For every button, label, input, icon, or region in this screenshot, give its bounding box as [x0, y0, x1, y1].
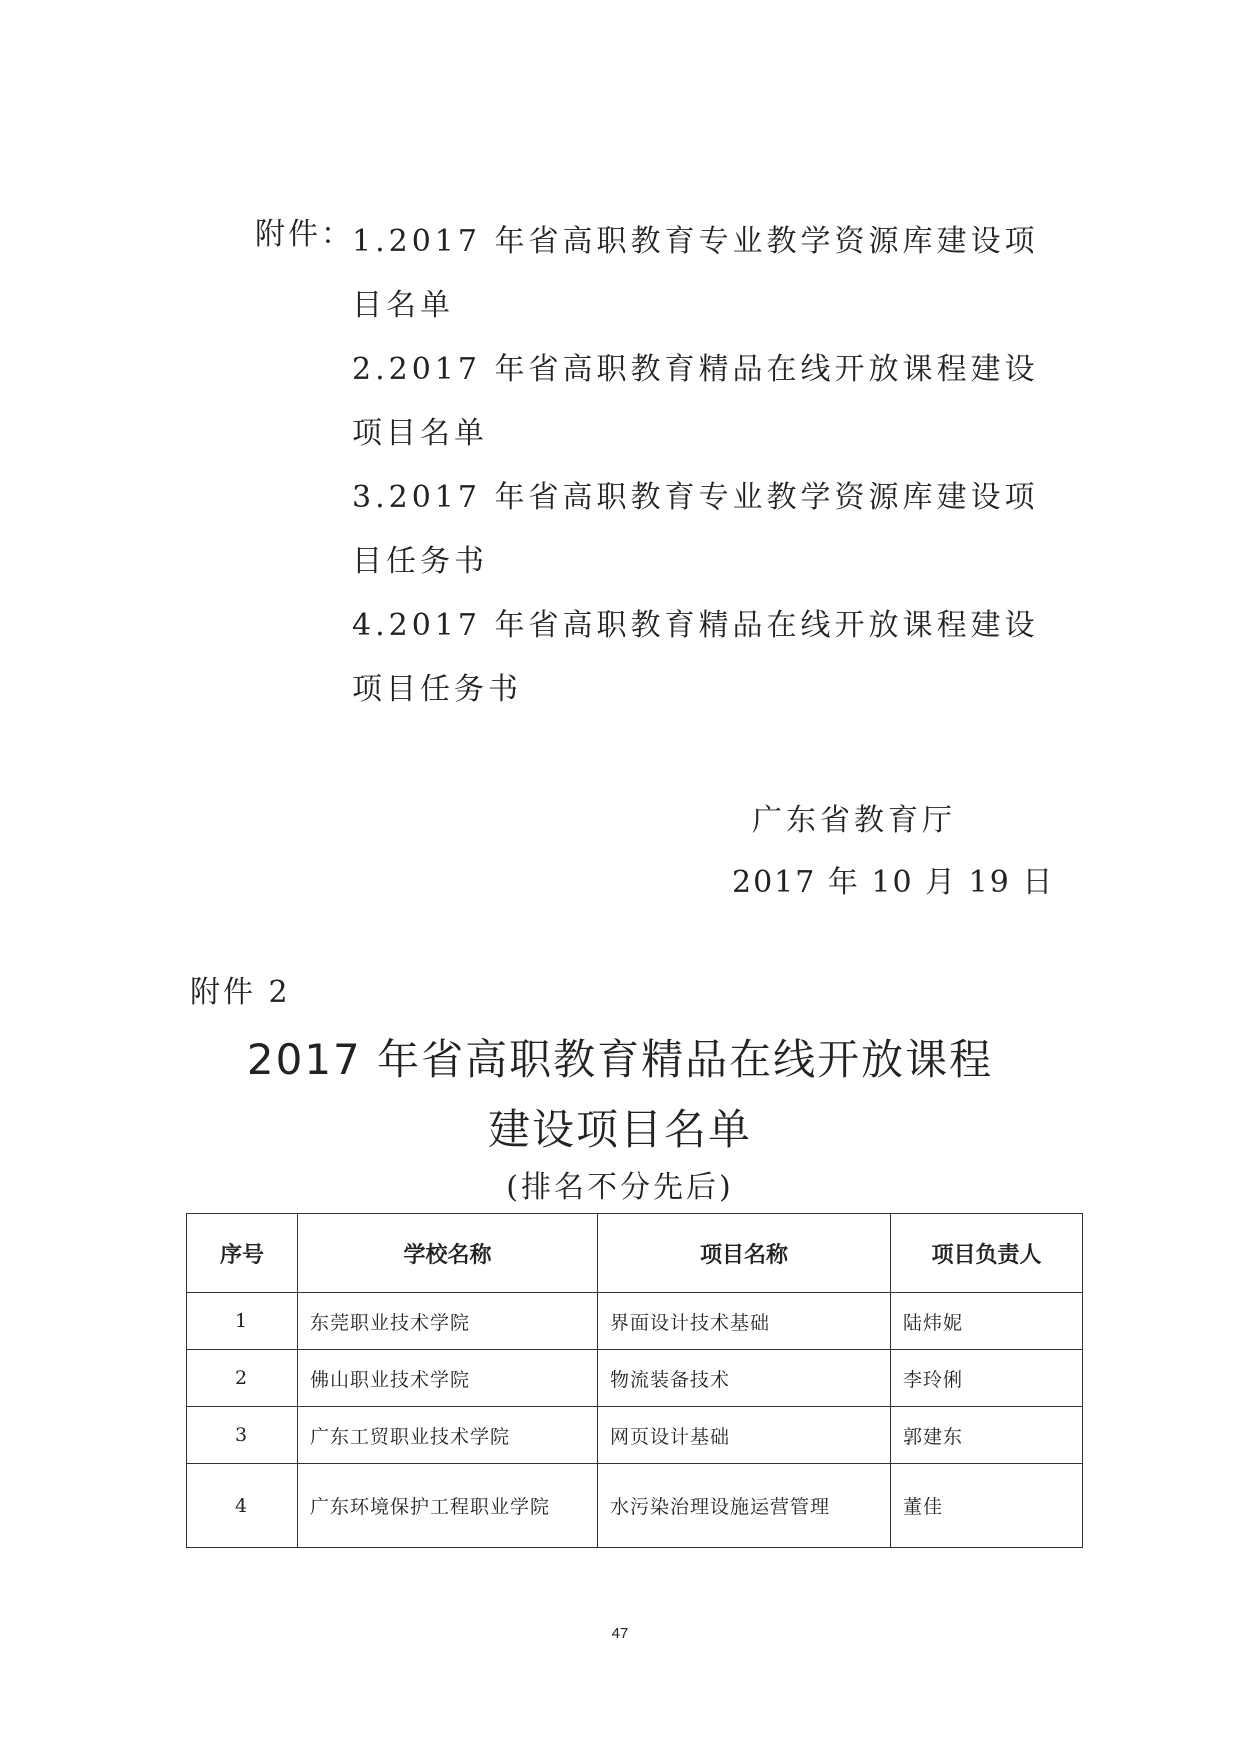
annex-title-line2: 建设项目名单 — [487, 1105, 752, 1154]
page-number: 47 — [611, 1625, 629, 1642]
header-leader: 项目负责人 — [891, 1214, 1083, 1293]
cell-index: 1 — [187, 1293, 298, 1350]
annex-label: 附件 2 — [190, 975, 291, 1010]
attachment-item: 1.2017 年省高职教育专业教学资源库建设项目名单 — [352, 224, 1039, 323]
annex-subtitle: (排名不分先后) — [506, 1170, 734, 1205]
table-row — [187, 1464, 1083, 1548]
project-table — [186, 1213, 1083, 1548]
cell-leader: 郭建东 — [891, 1407, 1083, 1464]
table-header-row — [187, 1214, 1083, 1293]
table-row — [187, 1293, 1083, 1350]
cell-school: 东莞职业技术学院 — [298, 1293, 598, 1350]
cell-project: 物流装备技术 — [598, 1350, 891, 1407]
annex-title-line1: 2017 年省高职教育精品在线开放课程 — [246, 1035, 994, 1084]
cell-project: 水污染治理设施运营管理 — [598, 1464, 891, 1548]
annex-title — [0, 1025, 1240, 1165]
cell-leader: 李玲俐 — [891, 1350, 1083, 1407]
cell-index: 2 — [187, 1350, 298, 1407]
table-row — [187, 1350, 1083, 1407]
attachments-label: 附件： — [255, 217, 354, 252]
table-row — [187, 1407, 1083, 1464]
header-school: 学校名称 — [298, 1214, 598, 1293]
cell-school: 广东工贸职业技术学院 — [298, 1407, 598, 1464]
attachment-item: 4.2017 年省高职教育精品在线开放课程建设项目任务书 — [352, 608, 1039, 707]
header-project: 项目名称 — [598, 1214, 891, 1293]
cell-project: 网页设计基础 — [598, 1407, 891, 1464]
attachment-item: 2.2017 年省高职教育精品在线开放课程建设项目名单 — [352, 352, 1039, 451]
cell-index: 4 — [187, 1464, 298, 1548]
issue-date: 2017 年 10 月 19 日 — [732, 865, 1055, 900]
cell-leader: 陆炜妮 — [891, 1293, 1083, 1350]
cell-school: 佛山职业技术学院 — [298, 1350, 598, 1407]
attachment-item: 3.2017 年省高职教育专业教学资源库建设项目任务书 — [352, 480, 1039, 579]
cell-school: 广东环境保护工程职业学院 — [298, 1464, 598, 1548]
issuer-name: 广东省教育厅 — [752, 803, 956, 838]
cell-leader: 董佳 — [891, 1464, 1083, 1548]
cell-project: 界面设计技术基础 — [598, 1293, 891, 1350]
attachment-list — [352, 210, 1072, 722]
header-index: 序号 — [187, 1214, 298, 1293]
cell-index: 3 — [187, 1407, 298, 1464]
